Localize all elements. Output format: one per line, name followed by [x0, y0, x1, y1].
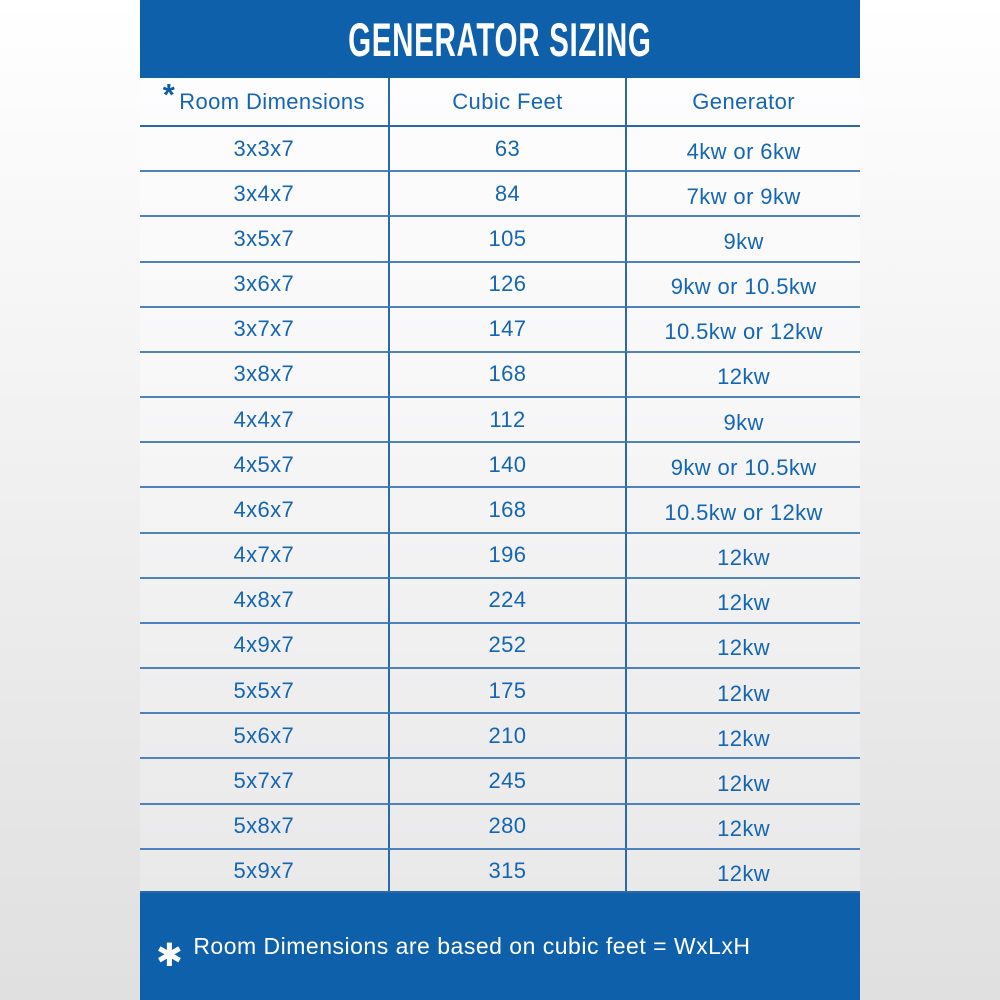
page-title: GENERATOR SIZING [348, 12, 652, 66]
cell-cubic-feet: 210 [388, 712, 626, 757]
cell-dims: 5x9x7 [140, 848, 388, 893]
asterisk-marker: ✱ [156, 936, 184, 973]
cell-cubic-feet: 84 [388, 170, 626, 215]
cell-cubic-feet: 147 [388, 306, 626, 351]
cell-dims: 4x9x7 [140, 622, 388, 667]
cell-generator: 12kw [625, 532, 860, 577]
cell-generator: 10.5kw or 12kw [625, 306, 860, 351]
cell-dims: 4x7x7 [140, 532, 388, 577]
cell-generator: 12kw [625, 848, 860, 893]
cell-generator: 12kw [625, 667, 860, 712]
cell-cubic-feet: 140 [388, 441, 626, 486]
asterisk-marker: * [162, 78, 176, 112]
sizing-table [140, 78, 860, 893]
cell-dims: 3x4x7 [140, 170, 388, 215]
cell-dims: 4x8x7 [140, 577, 388, 622]
cell-dims: 4x5x7 [140, 441, 388, 486]
cell-dims: 5x8x7 [140, 803, 388, 848]
cell-dims: 3x7x7 [140, 306, 388, 351]
title-band [140, 0, 860, 78]
cell-generator: 12kw [625, 712, 860, 757]
cell-generator: 12kw [625, 351, 860, 396]
cell-dims: 3x5x7 [140, 215, 388, 260]
cell-cubic-feet: 126 [388, 261, 626, 306]
cell-generator: 9kw [625, 215, 860, 260]
cell-cubic-feet: 280 [388, 803, 626, 848]
generator-sizing-panel [140, 0, 860, 1000]
cell-cubic-feet: 175 [388, 667, 626, 712]
cell-generator: 4kw or 6kw [625, 125, 860, 170]
cell-generator: 12kw [625, 622, 860, 667]
header-room-dimensions [140, 78, 388, 125]
cell-generator: 9kw or 10.5kw [625, 261, 860, 306]
header-room-dimensions-label: Room Dimensions [179, 88, 365, 114]
cell-dims: 3x8x7 [140, 351, 388, 396]
cell-generator: 12kw [625, 803, 860, 848]
cell-cubic-feet: 63 [388, 125, 626, 170]
cell-cubic-feet: 168 [388, 351, 626, 396]
cell-cubic-feet: 196 [388, 532, 626, 577]
footer-note-text: Room Dimensions are based on cubic feet = WxLxH [193, 933, 751, 959]
cell-generator: 9kw or 10.5kw [625, 441, 860, 486]
cell-cubic-feet: 112 [388, 396, 626, 441]
cell-generator: 10.5kw or 12kw [625, 486, 860, 531]
header-generator: Generator [625, 78, 860, 125]
cell-cubic-feet: 168 [388, 486, 626, 531]
footer-note [156, 928, 751, 973]
cell-dims: 3x3x7 [140, 125, 388, 170]
cell-cubic-feet: 105 [388, 215, 626, 260]
cell-dims: 4x6x7 [140, 486, 388, 531]
cell-dims: 5x5x7 [140, 667, 388, 712]
cell-generator: 12kw [625, 757, 860, 802]
cell-generator: 7kw or 9kw [625, 170, 860, 215]
header-cubic-feet: Cubic Feet [388, 78, 626, 125]
cell-dims: 3x6x7 [140, 261, 388, 306]
cell-generator: 9kw [625, 396, 860, 441]
cell-cubic-feet: 252 [388, 622, 626, 667]
cell-cubic-feet: 224 [388, 577, 626, 622]
cell-generator: 12kw [625, 577, 860, 622]
cell-dims: 5x7x7 [140, 757, 388, 802]
cell-dims: 4x4x7 [140, 396, 388, 441]
cell-cubic-feet: 245 [388, 757, 626, 802]
cell-cubic-feet: 315 [388, 848, 626, 893]
cell-dims: 5x6x7 [140, 712, 388, 757]
footer-note-band [140, 893, 860, 1000]
